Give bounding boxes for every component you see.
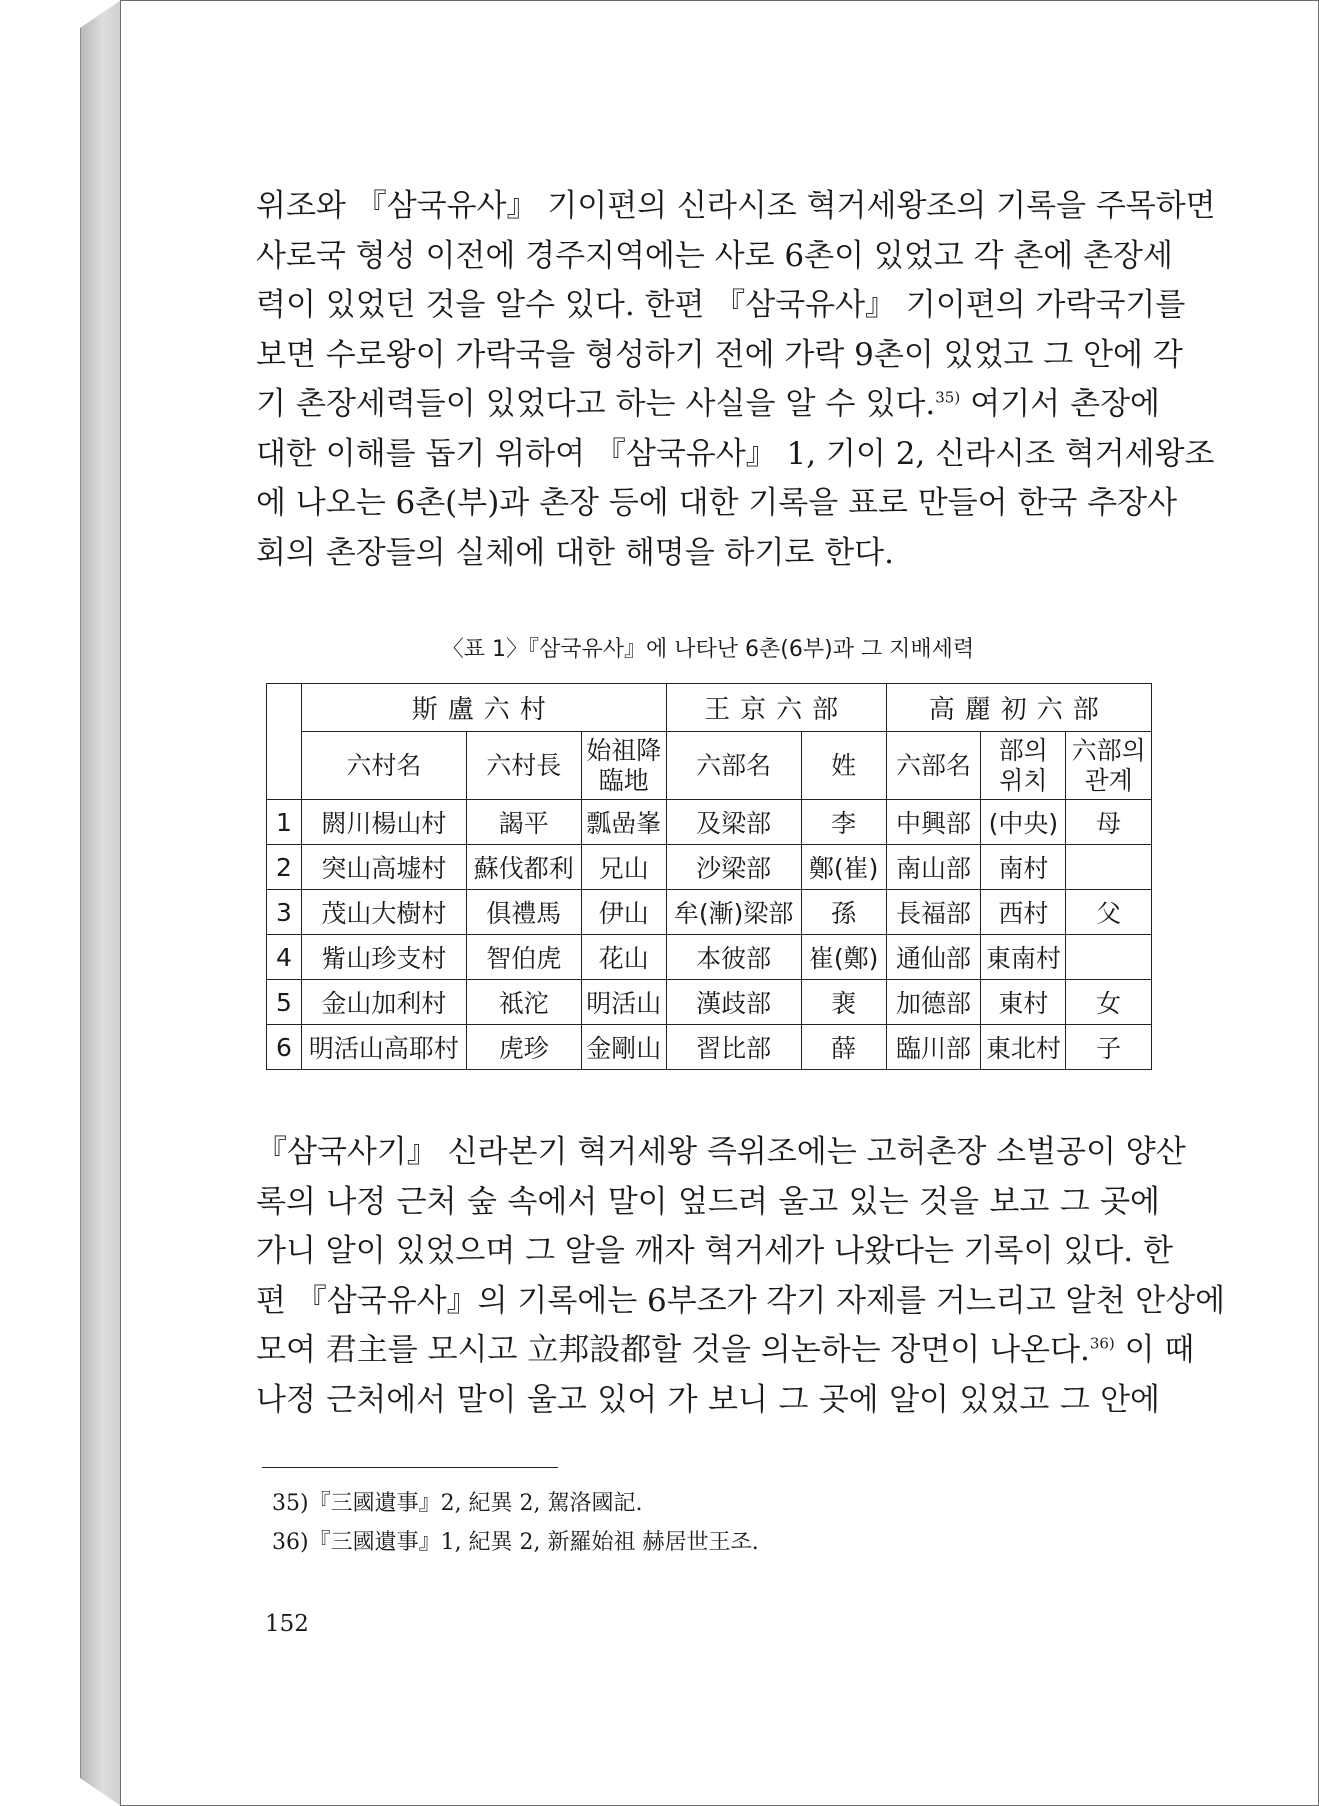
table-cell: 東南村	[981, 935, 1066, 980]
table-cell: 1	[267, 800, 302, 845]
table-cell: 謁平	[466, 800, 581, 845]
paragraph-2	[256, 1128, 1226, 1425]
column-header: 六部名	[666, 732, 801, 800]
table-cell: 女	[1066, 980, 1152, 1025]
column-header: 部의 위치	[981, 732, 1066, 800]
table-cell: 伊山	[581, 890, 666, 935]
paragraph-line: 위조와 『삼국유사』 기이편의 신라시조 혁거세왕조의 기록을 주목하면	[256, 188, 1216, 224]
table-header-group-row	[267, 684, 1152, 732]
paragraph-line: 나정 근처에서 말이 울고 있어 가 보니 그 곳에 알이 있었고 그 안에	[256, 1381, 1160, 1418]
table-cell: 5	[267, 980, 302, 1025]
table-cell: 金山加利村	[301, 980, 466, 1025]
table-cell: 明活山高耶村	[301, 1025, 466, 1070]
table-cell: 花山	[581, 935, 666, 980]
column-header: 姓	[801, 732, 886, 800]
table-row	[267, 935, 1152, 980]
table-cell: 臨川部	[886, 1025, 981, 1070]
table-cell: 習比部	[666, 1025, 801, 1070]
table-cell: 加德部	[886, 980, 981, 1025]
footnote-divider	[262, 1467, 558, 1468]
table-cell: 兄山	[581, 845, 666, 890]
table-cell: 子	[1066, 1025, 1152, 1070]
paragraph-line-text: 기 촌장세력들이 있었다고 하는 사실을 알 수 있다.	[256, 386, 936, 422]
table-row	[267, 1025, 1152, 1070]
paragraph-line: 회의 촌장들의 실체에 대한 해명을 하기로 한다.	[256, 534, 894, 571]
table-cell: 西村	[981, 890, 1066, 935]
column-header: 六部의 관계	[1066, 732, 1152, 800]
table-row	[267, 800, 1152, 845]
table-group-header: 王京六部	[666, 684, 886, 732]
table-header-blank	[267, 684, 302, 800]
table-cell	[1066, 845, 1152, 890]
table-cell: 蘇伐都利	[466, 845, 581, 890]
table-row	[267, 890, 1152, 935]
paragraph-line: 록의 나정 근처 숲 속에서 말이 엎드려 울고 있는 것을 보고 그 곳에	[256, 1183, 1160, 1220]
table-cell: 牟(漸)梁部	[666, 890, 801, 935]
table-cell: 6	[267, 1025, 302, 1070]
table-cell: 突山高墟村	[301, 845, 466, 890]
table-cell: 南山部	[886, 845, 981, 890]
table-cell: 漢歧部	[666, 980, 801, 1025]
table-cell: 金剛山	[581, 1025, 666, 1070]
footnotes	[272, 1484, 759, 1562]
column-header: 始祖降臨地	[581, 732, 666, 800]
paragraph-line: 편 『삼국유사』의 기록에는 6부조가 각기 자제를 거느리고 알천 안상에	[256, 1282, 1226, 1319]
table-cell: 觜山珍支村	[301, 935, 466, 980]
table-row	[267, 980, 1152, 1025]
table-cell	[1066, 935, 1152, 980]
table-cell: 智伯虎	[466, 935, 581, 980]
table-row	[267, 845, 1152, 890]
table-cell: 茂山大樹村	[301, 890, 466, 935]
table-cell: 崔(鄭)	[801, 935, 886, 980]
table-group-header: 斯盧六村	[301, 684, 666, 732]
paragraph-1	[256, 182, 1216, 578]
table-cell: 南村	[981, 845, 1066, 890]
table-cell: 父	[1066, 890, 1152, 935]
footnote-ref-35: 35)	[935, 388, 961, 407]
table-cell: 俱禮馬	[466, 890, 581, 935]
table-header-row	[267, 732, 1152, 800]
table-cell: 本彼部	[666, 935, 801, 980]
paragraph-line-with-ref	[256, 380, 1160, 430]
paragraph-line: 사로국 형성 이전에 경주지역에는 사로 6촌이 있었고 각 촌에 촌장세	[256, 237, 1173, 274]
table-cell: 2	[267, 845, 302, 890]
paragraph-line: 에 나오는 6촌(부)과 촌장 등에 대한 기록을 표로 만들어 한국 추장사	[256, 485, 1178, 521]
table-cell: 3	[267, 890, 302, 935]
paragraph-line: 가니 알이 있었으며 그 알을 깨자 혁거세가 나왔다는 기록이 있다. 한	[256, 1233, 1173, 1269]
table-cell: 及梁部	[666, 800, 801, 845]
table-cell: 李	[801, 800, 886, 845]
table-cell: 閼川楊山村	[301, 800, 466, 845]
column-header: 六村長	[466, 732, 581, 800]
table-cell: 薛	[801, 1025, 886, 1070]
footnote-36: 36)『三國遺事』1, 紀異 2, 新羅始祖 赫居世王조.	[272, 1530, 759, 1555]
column-header: 六部名	[886, 732, 981, 800]
table-cell: 明活山	[581, 980, 666, 1025]
table-cell: 通仙部	[886, 935, 981, 980]
table-cell: 祗沱	[466, 980, 581, 1025]
paragraph-line-text: 모여 君主를 모시고 立邦設都할 것을 의논하는 장면이 나온다.	[256, 1332, 1090, 1368]
table-cell: 孫	[801, 890, 886, 935]
table-cell: 瓢嵒峯	[581, 800, 666, 845]
table-cell: 東北村	[981, 1025, 1066, 1070]
table-cell: 沙梁部	[666, 845, 801, 890]
table-cell: 虎珍	[466, 1025, 581, 1070]
footnote-ref-36: 36)	[1089, 1334, 1115, 1353]
table-cell: 長福部	[886, 890, 981, 935]
table-cell: 東村	[981, 980, 1066, 1025]
table-cell: 4	[267, 935, 302, 980]
table-cell: 裵	[801, 980, 886, 1025]
paragraph-line: 『삼국사기』 신라본기 혁거세왕 즉위조에는 고허촌장 소벌공이 양산	[256, 1134, 1186, 1170]
table-cell: (中央)	[981, 800, 1066, 845]
table-group-header: 高麗初六部	[886, 684, 1151, 732]
table-cell: 鄭(崔)	[801, 845, 886, 890]
paragraph-line: 보면 수로왕이 가락국을 형성하기 전에 가락 9촌이 있었고 그 안에 각	[256, 336, 1183, 373]
paragraph-line: 력이 있었던 것을 알수 있다. 한편 『삼국유사』 기이편의 가락국기를	[256, 287, 1186, 323]
paragraph-line-with-ref	[256, 1326, 1195, 1376]
table-caption: 〈표 1〉『삼국유사』에 나타난 6촌(6부)과 그 지배세력	[441, 637, 975, 662]
page-number: 152	[265, 1611, 309, 1637]
six-villages-table	[266, 683, 1152, 1070]
footnote-35: 35)『三國遺事』2, 紀異 2, 駕洛國記.	[272, 1491, 643, 1516]
book-spine	[80, 0, 121, 1806]
paragraph-line: 대한 이해를 돕기 위하여 『삼국유사』 1, 기이 2, 신라시조 혁거세왕조	[256, 435, 1215, 472]
column-header: 六村名	[301, 732, 466, 800]
table-cell: 母	[1066, 800, 1152, 845]
paragraph-line-text: 이 때	[1124, 1332, 1195, 1368]
table-cell: 中興部	[886, 800, 981, 845]
paragraph-line-text: 여기서 촌장에	[970, 386, 1161, 422]
